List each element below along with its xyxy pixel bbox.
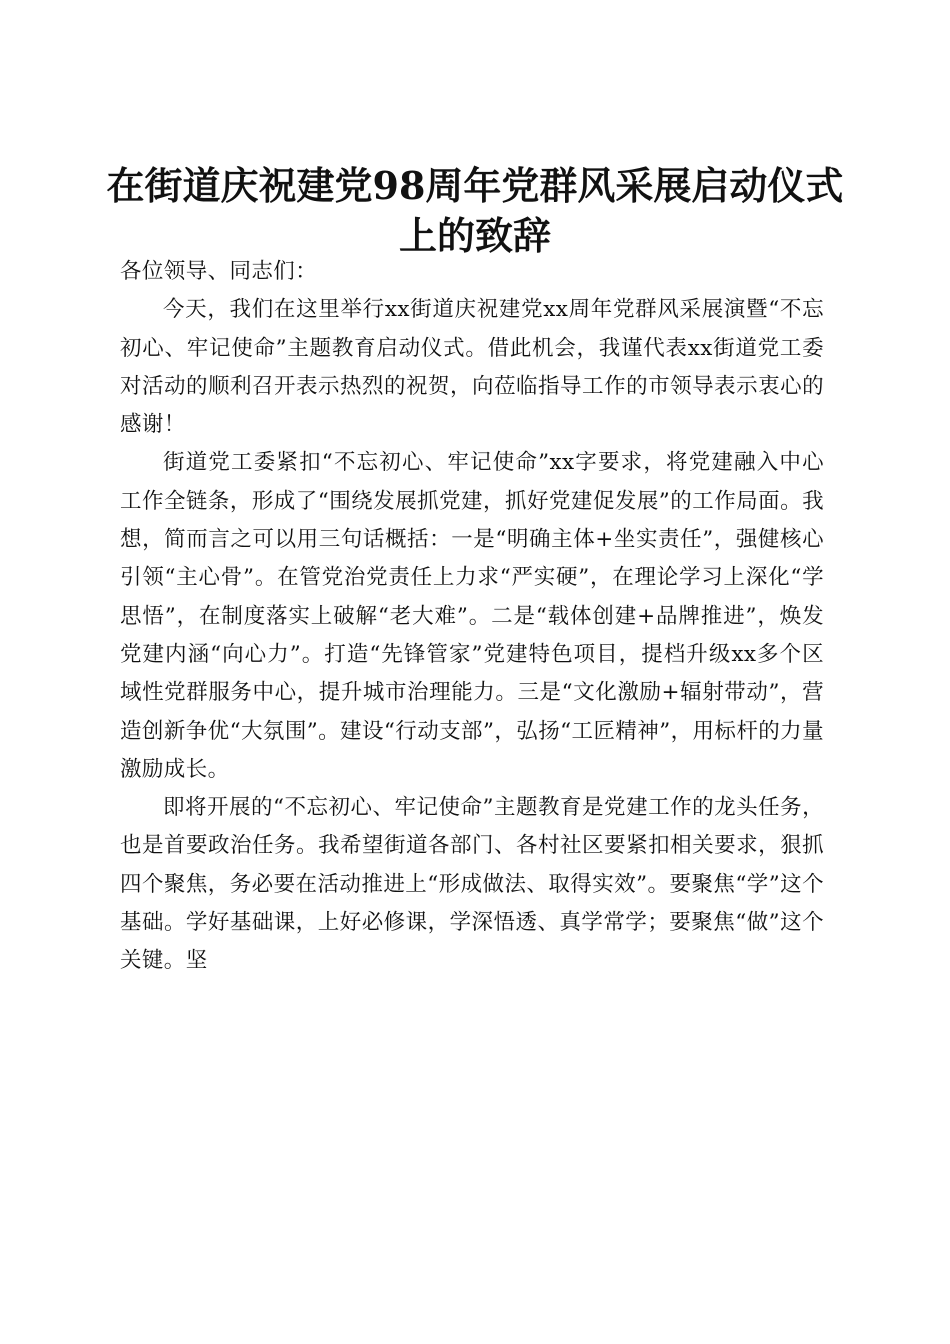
document-body <box>120 253 824 981</box>
title-line-1: 在街道庆祝建党98周年党群风采展启动仪式 <box>106 163 844 209</box>
salutation: 各位领导、同志们： <box>120 259 318 284</box>
paragraph-2: 街道党工委紧扣“不忘初心、牢记使命”xx字要求，将党建融入中心工作全链条，形成了“围绕发展抓党建，抓好党建促发展”的工作局面。我想，简而言之可以用三句话概括：一是“明确主体+坐实责任”，强健核心引领“主心骨”。在管党治党责任上力求“严实硬”，在理论学习上深化“学思悟”，在制度落实上破解“老大难”。二是“载体创建+品牌推进”，焕发党建内涵“向心力”。打造“先锋管家”党建特色项目，提档升级xx多个区域性党群服务中心，提升城市治理能力。三是“文化激励+辐射带动”，营造创新争优“大氛围”。建设“行动支部”，弘扬“工匠精神”，用标杆的力量激励成长。 <box>120 450 824 782</box>
document-title <box>100 161 850 261</box>
paragraph-1: 今天，我们在这里举行xx街道庆祝建党xx周年党群风采展演暨“不忘初心、牢记使命”主题教育启动仪式。借此机会，我谨代表xx街道党工委对活动的顺利召开表示热烈的祝贺，向莅临指导工作的市领导表示衷心的感谢！ <box>120 297 824 438</box>
title-line-2: 上的致辞 <box>398 213 551 259</box>
paragraph-3: 即将开展的“不忘初心、牢记使命”主题教育是党建工作的龙头任务，也是首要政治任务。我希望街道各部门、各村社区要紧扣相关要求，狠抓四个聚焦，务必要在活动推进上“形成做法、取得实效”。要聚焦“学”这个基础。学好基础课，上好必修课，学深悟透、真学常学；要聚焦“做”这个关键。坚 <box>120 795 824 974</box>
